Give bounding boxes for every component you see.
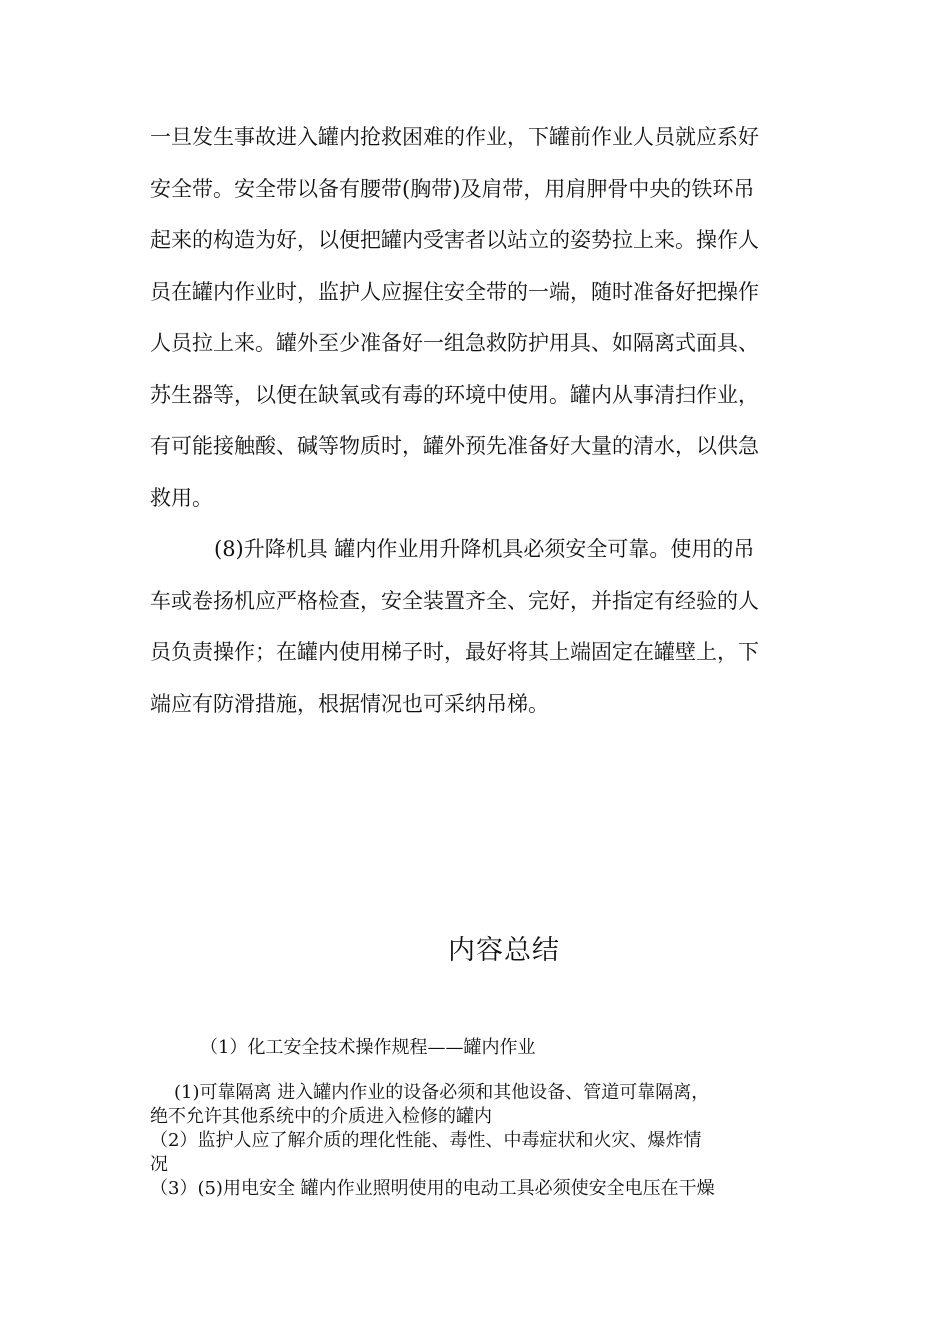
paragraph-line: 人员拉上来。罐外至少准备好一组急救防护用具、如隔离式面具、 <box>150 331 759 355</box>
paragraph-line: 一旦发生事故进入罐内抢救困难的作业，下罐前作业人员就应系好 <box>150 125 759 149</box>
paragraph-line: 员在罐内作业时，监护人应握住安全带的一端，随时准备好把操作 <box>150 279 759 304</box>
body-paragraph-1 <box>150 112 800 524</box>
paragraph-line: 安全带。安全带以备有腰带(胸带)及肩带，用肩胛骨中央的铁环吊 <box>150 176 755 201</box>
paragraph-line: 起来的构造为好，以便把罐内受害者以站立的姿势拉上来。操作人 <box>150 228 759 252</box>
paragraph-line: 有可能接触酸、碱等物质时，罐外预先准备好大量的清水，以供急 <box>150 434 759 458</box>
summary-line: 况 <box>150 1154 168 1175</box>
body-paragraph-2 <box>150 524 800 730</box>
summary-line: （3）(5)用电安全 罐内作业照明使用的电动工具必须使安全电压在干燥 <box>150 1178 715 1199</box>
summary-heading: （1）化工安全技术操作规程——罐内作业 <box>200 1037 536 1058</box>
paragraph-line: 苏生器等，以便在缺氧或有毒的环境中使用。罐内从事清扫作业， <box>150 382 759 407</box>
paragraph-line: 端应有防滑措施，根据情况也可采纳吊梯。 <box>150 691 549 716</box>
paragraph-line: (8)升降机具 罐内作业用升降机具必须安全可靠。使用的吊 <box>214 537 755 561</box>
paragraph-line: 救用。 <box>150 485 213 510</box>
paragraph-line: 车或卷扬机应严格检查，安全装置齐全、完好，并指定有经验的人 <box>150 588 759 613</box>
summary-list <box>150 1081 800 1201</box>
summary-line: （2）监护人应了解介质的理化性能、毒性、中毒症状和火灾、爆炸情 <box>150 1130 702 1151</box>
summary-line: 绝不允许其他系统中的介质进入检修的罐内 <box>150 1106 492 1127</box>
summary-line: (1)可靠隔离 进入罐内作业的设备必须和其他设备、管道可靠隔离， <box>174 1082 710 1103</box>
paragraph-line: 员负责操作；在罐内使用梯子时，最好将其上端固定在罐壁上，下 <box>150 640 759 664</box>
summary-title: 内容总结 <box>448 935 560 966</box>
